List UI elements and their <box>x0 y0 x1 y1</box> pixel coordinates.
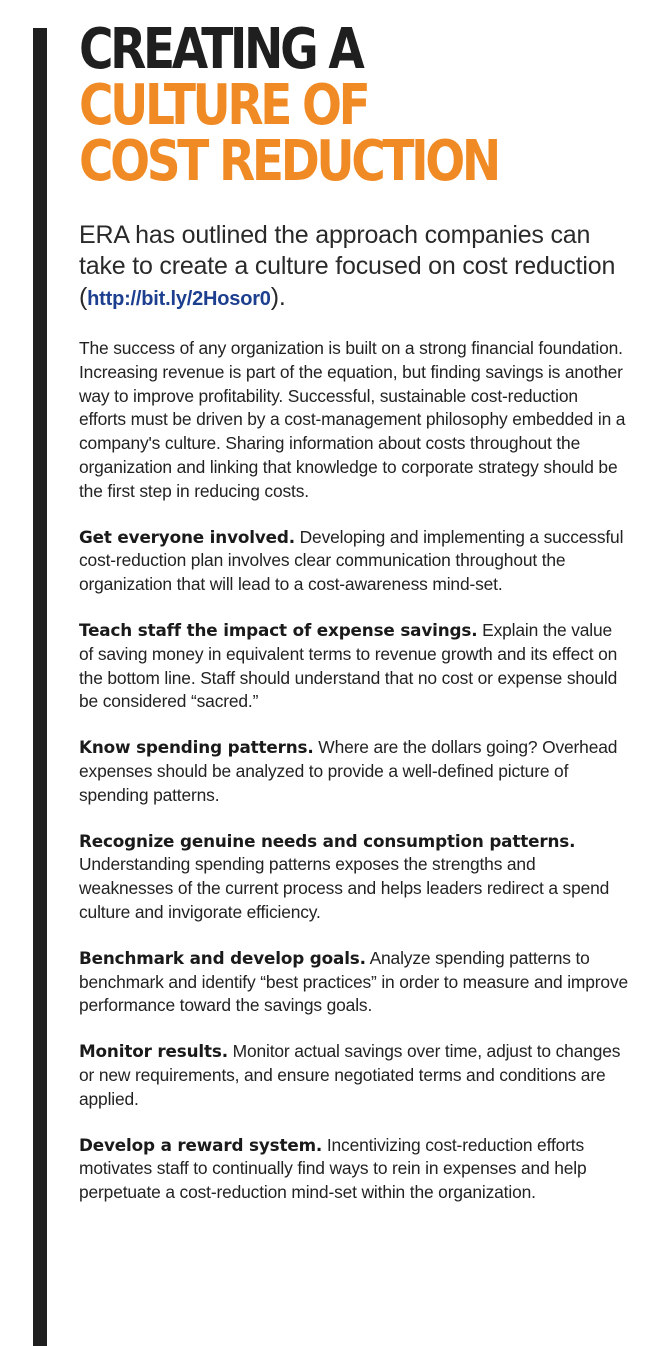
tip-text: Incentivizing cost-reduction efforts motivates staff to continually find ways to rein in expenses and help perpetuate a cost-reduction mind-set within the organization. <box>79 1134 587 1203</box>
intro-deck <box>79 220 629 315</box>
tip-lead: Get everyone involved. <box>79 526 295 547</box>
headline-line-2: CULTURE OF <box>79 73 368 138</box>
sidebar-rule <box>33 28 47 1346</box>
tip-text: Analyze spending patterns to benchmark and identify “best practices” in order to measure and improve performance toward the savings goals. <box>79 947 629 1016</box>
tip-paragraph <box>79 526 629 597</box>
article <box>79 17 629 1205</box>
tip-paragraph <box>79 1040 629 1111</box>
opening-paragraph: The success of any organization is built on a strong financial foundation. Increasing revenue is part of the equation, but finding savings is another way to improve profitability. Successful, sustainable cost-reduction efforts must be driven by a cost-management philosophy embedded in a company's culture. Sharing information about costs throughout the organization and linking that knowledge to corporate strategy should be the first step in reducing costs. <box>79 338 626 501</box>
tip-paragraph <box>79 947 629 1018</box>
tip-lead: Benchmark and develop goals. <box>79 947 366 968</box>
intro-text-end: ). <box>270 283 286 311</box>
tip-lead: Develop a reward system. <box>79 1134 323 1155</box>
tip-lead: Recognize genuine needs and consumption patterns. <box>79 830 576 851</box>
tip-paragraph <box>79 830 629 925</box>
tip-paragraph <box>79 619 629 714</box>
headline-line-3: COST REDUCTION <box>79 129 498 194</box>
tip-text: Developing and implementing a successful cost-reduction plan involves clear communication throughout the organization that will lead to a cost-awareness mind-set. <box>79 526 624 595</box>
tip-lead: Know spending patterns. <box>79 737 314 758</box>
source-link[interactable]: http://bit.ly/2Hosor0 <box>87 288 271 310</box>
tip-paragraph <box>79 1134 629 1205</box>
intro-text: ERA has outlined the approach companies can take to create a culture focused on cost reduction ( <box>79 221 616 311</box>
tip-paragraph <box>79 736 629 807</box>
article-body <box>79 337 629 1205</box>
tip-lead: Monitor results. <box>79 1041 228 1062</box>
tip-lead: Teach staff the impact of expense savings. <box>79 619 478 640</box>
tip-text: Explain the value of saving money in equivalent terms to revenue growth and its effect on the bottom line. Staff should understand that no cost or expense should be considered “sacred.” <box>79 619 618 712</box>
headline-line-1: CREATING A <box>79 17 362 82</box>
tip-text: Understanding spending patterns exposes the strengths and weaknesses of the current process and helps leaders redirect a spend culture and invigorate efficiency. <box>79 854 610 922</box>
tip-text: Where are the dollars going? Overhead expenses should be analyzed to provide a well-defined picture of spending patterns. <box>79 737 618 805</box>
tip-text: Monitor actual savings over time, adjust to changes or new requirements, and ensure negotiated terms and conditions are applied. <box>79 1041 621 1109</box>
headline <box>79 17 541 194</box>
